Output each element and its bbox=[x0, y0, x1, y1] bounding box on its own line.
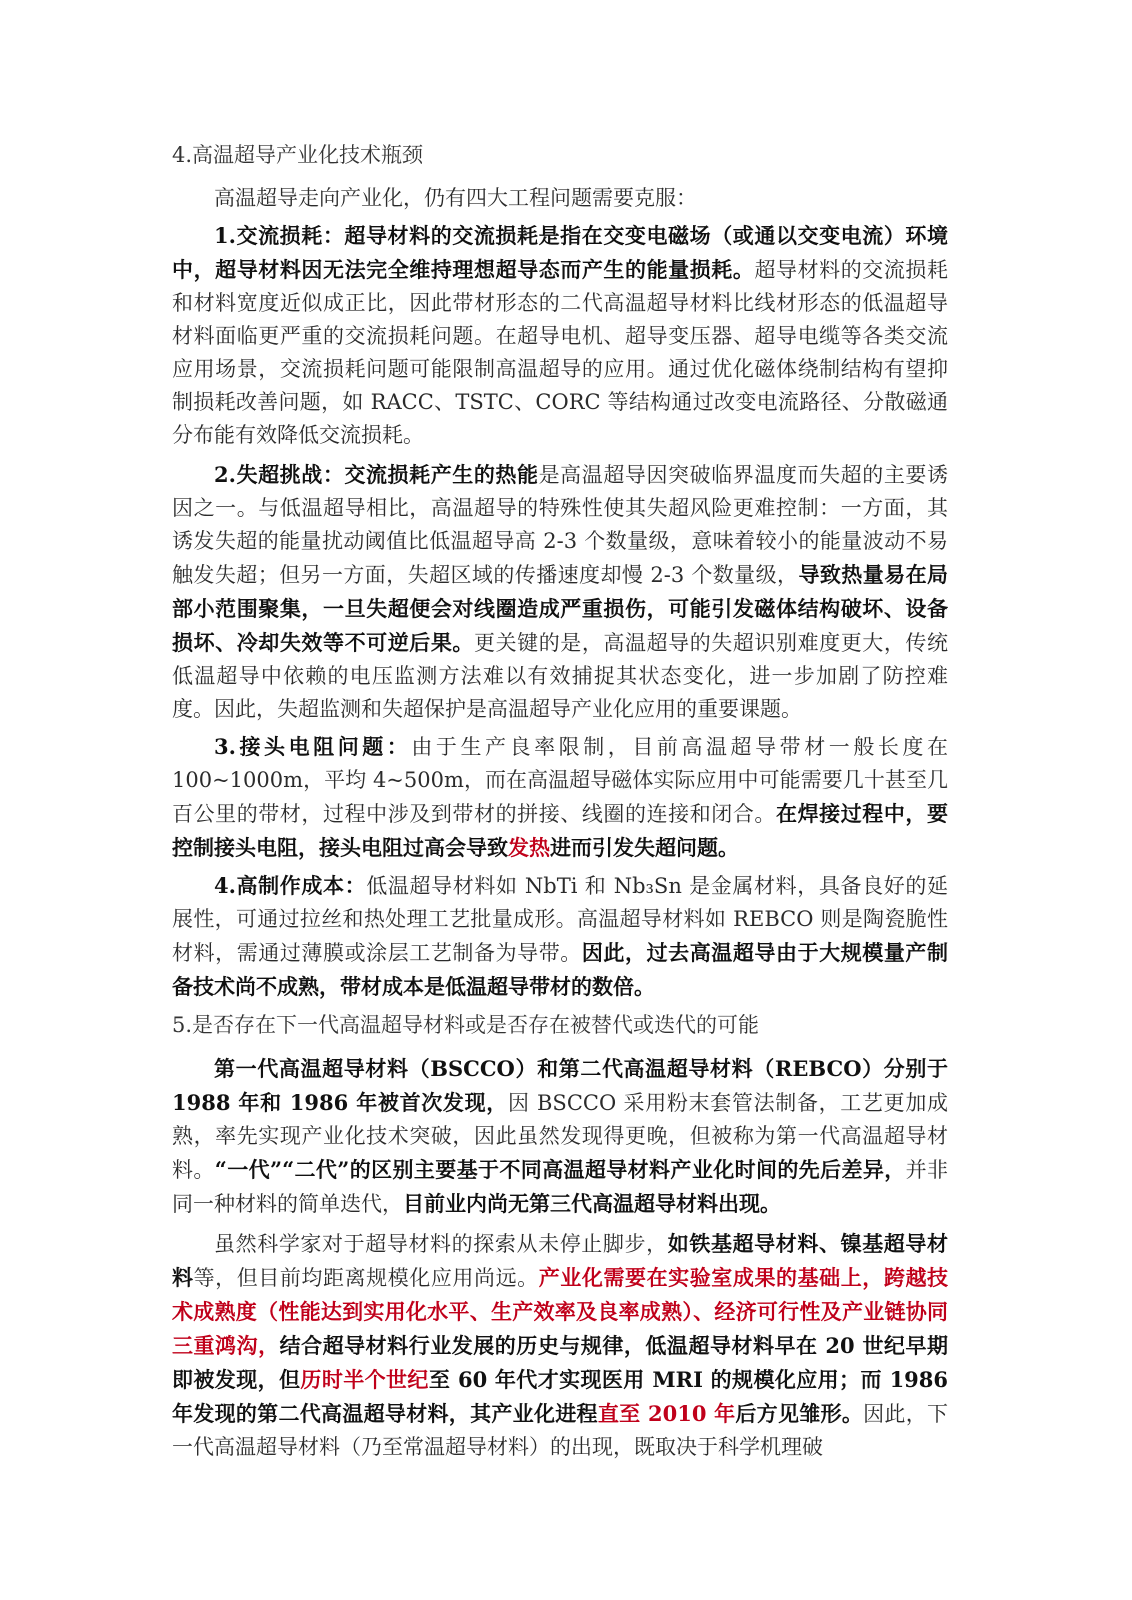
quench-text-1: 是高温超导因突破临界温度而失超的主要诱因之一。与低温超导相比，高温超导的特殊性使其失超风险更难控制：一方面，其诱发失超的能量扰动阈值比低温超导高 2-3 个数量级，意味着较小的能量波动不易触发失超；但另一方面，失超区域的传播速度却慢 2-3 个数量级， bbox=[172, 463, 948, 587]
paragraph-generations bbox=[172, 1052, 948, 1221]
next-red-bold-3: 直至 2010 年 bbox=[597, 1401, 736, 1426]
next-bold-3: 至 60 年代才实现医用 MRI 的规模化应用；而 1986 年发现的第二代高温超导材料，其产业化进程 bbox=[172, 1367, 949, 1426]
paragraph-high-cost bbox=[172, 869, 948, 1004]
paragraph-ac-loss bbox=[172, 219, 948, 452]
gen-text-1: 因 BSCCO 采用粉末套管法制备，工艺更加成熟，率先实现产业化技术突破，因此虽然发现得更晚，但被称为第一代高温超导材料。 bbox=[172, 1091, 949, 1182]
quench-bold-1: 2.失超挑战：交流损耗产生的热能 bbox=[214, 462, 539, 487]
next-bold-1: 如铁基超导材料、镍基超导材料 bbox=[172, 1231, 949, 1290]
cost-bold-1: 4.高制作成本： bbox=[214, 873, 367, 898]
quench-text-2: 更关键的是，高温超导的失超识别难度更大，传统低温超导中依赖的电压监测方法难以有效捕捉其状态变化，进一步加剧了防控难度。因此，失超监测和失超保护是高温超导产业化应用的重要课题。 bbox=[172, 631, 948, 721]
ac-loss-bold: 1.交流损耗：超导材料的交流损耗是指在交变电磁场（或通以交变电流）环境中，超导材料因无法完全维持理想超导态而产生的能量损耗。 bbox=[172, 223, 948, 282]
joint-bold-2: 在焊接过程中，要控制接头电阻，接头电阻过高会导致 bbox=[172, 801, 948, 860]
gen-bold-3: 目前业内尚无第三代高温超导材料出现。 bbox=[403, 1191, 781, 1216]
cost-bold-2: 因此，过去高温超导由于大规模量产制备技术尚不成熟，带材成本是低温超导带材的数倍。 bbox=[172, 940, 949, 999]
section-5-heading: 5.是否存在下一代高温超导材料或是否存在被替代或迭代的可能 bbox=[172, 1013, 760, 1037]
paragraph-joint-resistance bbox=[172, 730, 948, 865]
gen-bold-1: 第一代高温超导材料（BSCCO）和第二代高温超导材料（REBCO）分别于 1988 年和 1986 年被首次发现， bbox=[172, 1056, 948, 1115]
joint-text-1: 由于生产良率限制，目前高温超导带材一般长度在 100~1000m，平均 4~500m，而在高温超导磁体实际应用中可能需要几十甚至几百公里的带材，过程中涉及到带材的拼接、线圈的连接和闭合。 bbox=[172, 735, 948, 826]
next-text-1: 虽然科学家对于超导材料的探索从未停止脚步， bbox=[214, 1232, 668, 1256]
next-bold-4: 后方见雏形。 bbox=[735, 1401, 864, 1426]
next-text-3: 因此，下一代高温超导材料（乃至常温超导材料）的出现，既取决于科学机理破 bbox=[172, 1402, 949, 1459]
section-4-heading: 4.高温超导产业化技术瓶颈 bbox=[172, 143, 424, 167]
next-red-bold-2: 历时半个世纪 bbox=[300, 1367, 429, 1392]
section-4-intro: 高温超导走向产业化，仍有四大工程问题需要克服： bbox=[214, 186, 697, 210]
next-bold-2: 结合超导材料行业发展的历史与规律，低温超导材料早在 20 世纪早期即被发现，但 bbox=[172, 1333, 948, 1392]
paragraph-quench bbox=[172, 458, 948, 726]
gen-bold-2: “一代”“二代”的区别主要基于不同高温超导材料产业化时间的先后差异， bbox=[214, 1157, 906, 1182]
paragraph-next-gen bbox=[172, 1227, 948, 1464]
next-red-bold-1: 产业化需要在实验室成果的基础上，跨越技术成熟度（性能达到实用化水平、生产效率及良率成熟）、经济可行性及产业链协同三重鸿沟， bbox=[172, 1265, 949, 1358]
joint-bold-1: 3.接头电阻问题： bbox=[214, 734, 412, 759]
gen-text-2: 并非同一种材料的简单迭代， bbox=[172, 1158, 949, 1216]
ac-loss-text: 超导材料的交流损耗和材料宽度近似成正比，因此带材形态的二代高温超导材料比线材形态的低温超导材料面临更严重的交流损耗问题。在超导电机、超导变压器、超导电缆等各类交流应用场景，交流损耗问题可能限制高温超导的应用。通过优化磁体绕制结构有望抑制损耗改善问题，如 RACC、TSTC、CORC 等结构通过改变电流路径、分散磁通分布能有效降低交流损耗。 bbox=[172, 258, 949, 447]
joint-red-heat: 发热 bbox=[508, 835, 550, 860]
joint-bold-3: 进而引发失超问题。 bbox=[550, 835, 739, 860]
cost-text-1: 低温超导材料如 NbTi 和 Nb₃Sn 是金属材料，具备良好的延展性，可通过拉丝和热处理工艺批量成形。高温超导材料如 REBCO 则是陶瓷脆性材料，需通过薄膜或涂层工艺制备为导带。 bbox=[172, 874, 948, 965]
next-text-2: 等，但目前均距离规模化应用尚远。 bbox=[193, 1266, 539, 1290]
quench-bold-2: 导致热量易在局部小范围聚集，一旦失超便会对线圈造成严重损伤，可能引发磁体结构破坏、设备损坏、冷却失效等不可逆后果。 bbox=[172, 562, 948, 655]
